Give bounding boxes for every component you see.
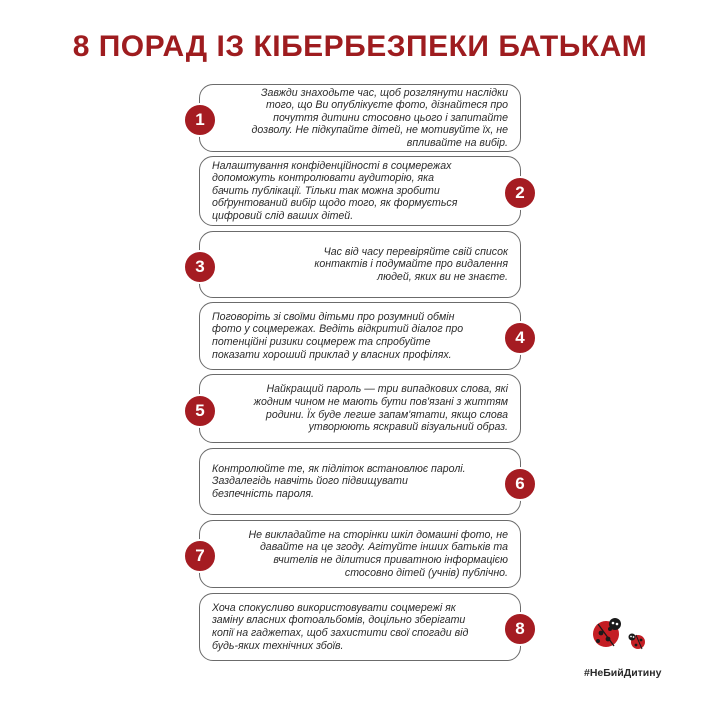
tip-number-badge: 7 [183,539,217,573]
tip-number-badge: 8 [503,612,537,646]
tip-number-badge: 1 [183,103,217,137]
tip-text: Контролюйте те, як підліток встановлює паролі. Заздалегідь навчіть його підвищувати безпечність пароля. [212,462,466,500]
tip-card-4 [199,302,525,370]
tip-text: Найкращий пароль — три випадкових слова, які жодним чином не мають бути пов'язані з життям родини. Їх буде легше запам'ятати, якщо слова утворюють яскравий візуальний образ. [253,383,508,434]
tip-text: Хоча спокусливо використовувати соцмережі як заміну власних фотоальбомів, доцільно зберігати копії на гаджетах, щоб захистити свої спогади від будь-яких технічних збоїв. [212,601,469,652]
tip-number-badge: 4 [503,321,537,355]
tip-card-3 [195,231,521,298]
tip-number-badge: 3 [183,250,217,284]
hashtag-label: #НеБийДитину [584,667,662,679]
tip-number-badge: 5 [183,394,217,428]
tip-card-7 [195,520,521,588]
tip-text: Налаштування конфіденційності в соцмережах допоможуть контролювати аудиторію, яка бачить публікації. Тільки так можна зробити обґрунтований вибір щодо того, як формується цифровий слід ваших дітей. [212,159,458,222]
tip-card-6 [199,448,525,515]
tip-text: Не викладайте на сторінки шкіл домашні фото, не давайте на це згоду. Агітуйте інших батьків та вчителів не ділитися приватною інформацією стосовно дітей (учнів) публічно. [248,528,508,579]
tip-number-badge: 2 [503,176,537,210]
ladybugs-icon [588,616,668,664]
tip-number-badge: 6 [503,467,537,501]
tip-text: Поговоріть зі своїми дітьми про розумний обмін фото у соцмережах. Ведіть відкритий діалог про потенційні ризики соцмереж та спробуйте показати хороший приклад у власних профілях. [212,310,464,361]
tip-card-5 [195,374,521,443]
tip-text: Час від часу перевіряйте свій список контактів і подумайте про видалення людей, яких ви не знаєте. [314,245,508,283]
page-title: 8 ПОРАД ІЗ КІБЕРБЕЗПЕКИ БАТЬКАМ [72,30,648,63]
tip-text: Завжди знаходьте час, щоб розглянути наслідки того, що Ви опублікуєте фото, дізнайтеся про почуття дитини стосовно цього і запитайте дозволу. Не підкупайте дітей, не мотивуйте їх, не впливайте на вибір. [251,86,508,149]
tip-card-2 [199,156,525,226]
tip-card-8 [199,593,525,661]
tip-card-1 [195,84,521,152]
